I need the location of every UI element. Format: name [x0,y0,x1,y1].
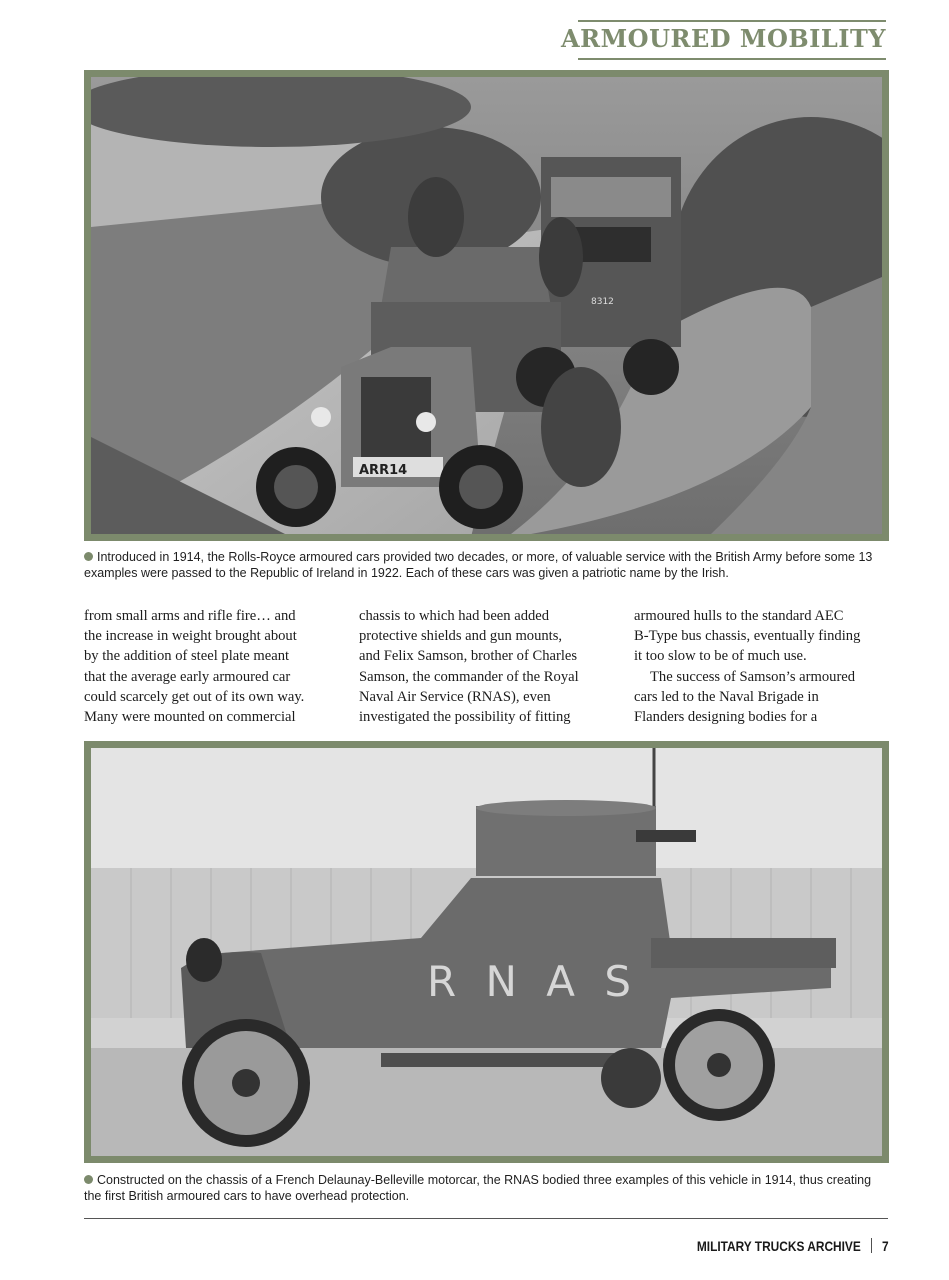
photo-1-image [91,77,882,534]
text-line: cars led to the Naval Brigade in [634,688,819,705]
photo-2-caption [84,1172,890,1204]
caption-bullet-icon [84,552,93,561]
text-line: armoured hulls to the standard AEC [634,608,844,624]
text-line: and Felix Samson, brother of Charles [359,648,578,665]
hull-rnas-lettering: R N A S [427,957,640,1006]
text-line: Samson, the commander of the Royal [359,668,579,685]
footer-separator [871,1238,872,1253]
text-line: from small arms and rifle fire… and [84,608,296,624]
text-line: could scarcely get out of its own way. [84,688,305,705]
paragraph [634,606,882,667]
text-line: Flanders designing bodies for a [634,709,818,726]
photo-rolls-royce-armoured-car [84,70,889,541]
page-footer [697,1238,889,1254]
body-column-3 [634,606,882,727]
text-line: that the average early armoured car [84,668,291,685]
photo-1-caption [84,549,890,581]
photo-2-image [91,748,882,1156]
caption-bullet-icon [84,1175,93,1184]
text-line: The success of Samson’s armoured [650,668,856,685]
footer-rule [84,1218,888,1219]
paragraph [84,606,332,727]
photo-1-caption-text: Introduced in 1914, the Rolls-Royce armoured cars provided two decades, or more, of valuable service with the British Army before some 13 examples were passed to the Republic of Ireland in 1922. Each of these cars was given a patriotic name by the Irish. [84,550,873,580]
body-column-2 [359,606,607,727]
text-line: investigated the possibility of fitting [359,709,571,726]
section-title: ARMOURED MOBILITY [561,24,886,53]
text-line: Many were mounted on commercial [84,709,296,726]
page-number: 7 [882,1238,889,1254]
body-column-1 [84,606,332,727]
truck-number-plate: 8312 [591,297,614,307]
paragraph [634,667,882,728]
photo-2-illustration [91,748,882,1156]
text-line: protective shields and gun mounts, [359,628,563,645]
car-number-plate: ARR14 [359,463,408,478]
photo-rnas-armoured-car [84,741,889,1163]
text-line: chassis to which had been added [359,608,550,624]
publication-name: MILITARY TRUCKS ARCHIVE [697,1238,862,1254]
text-line: by the addition of steel plate meant [84,648,290,665]
text-line: the increase in weight brought about [84,628,297,645]
text-line: it too slow to be of much use. [634,648,807,665]
text-line: Naval Air Service (RNAS), even [359,688,551,705]
text-line: B-Type bus chassis, eventually finding [634,628,861,645]
paragraph [359,606,607,727]
running-header [561,20,886,60]
photo-1-illustration [91,77,882,534]
photo-2-caption-text: Constructed on the chassis of a French Delaunay-Belleville motorcar, the RNAS bodied three examples of this vehicle in 1914, thus creating the first British armoured cars to have overhead protection. [84,1173,872,1203]
